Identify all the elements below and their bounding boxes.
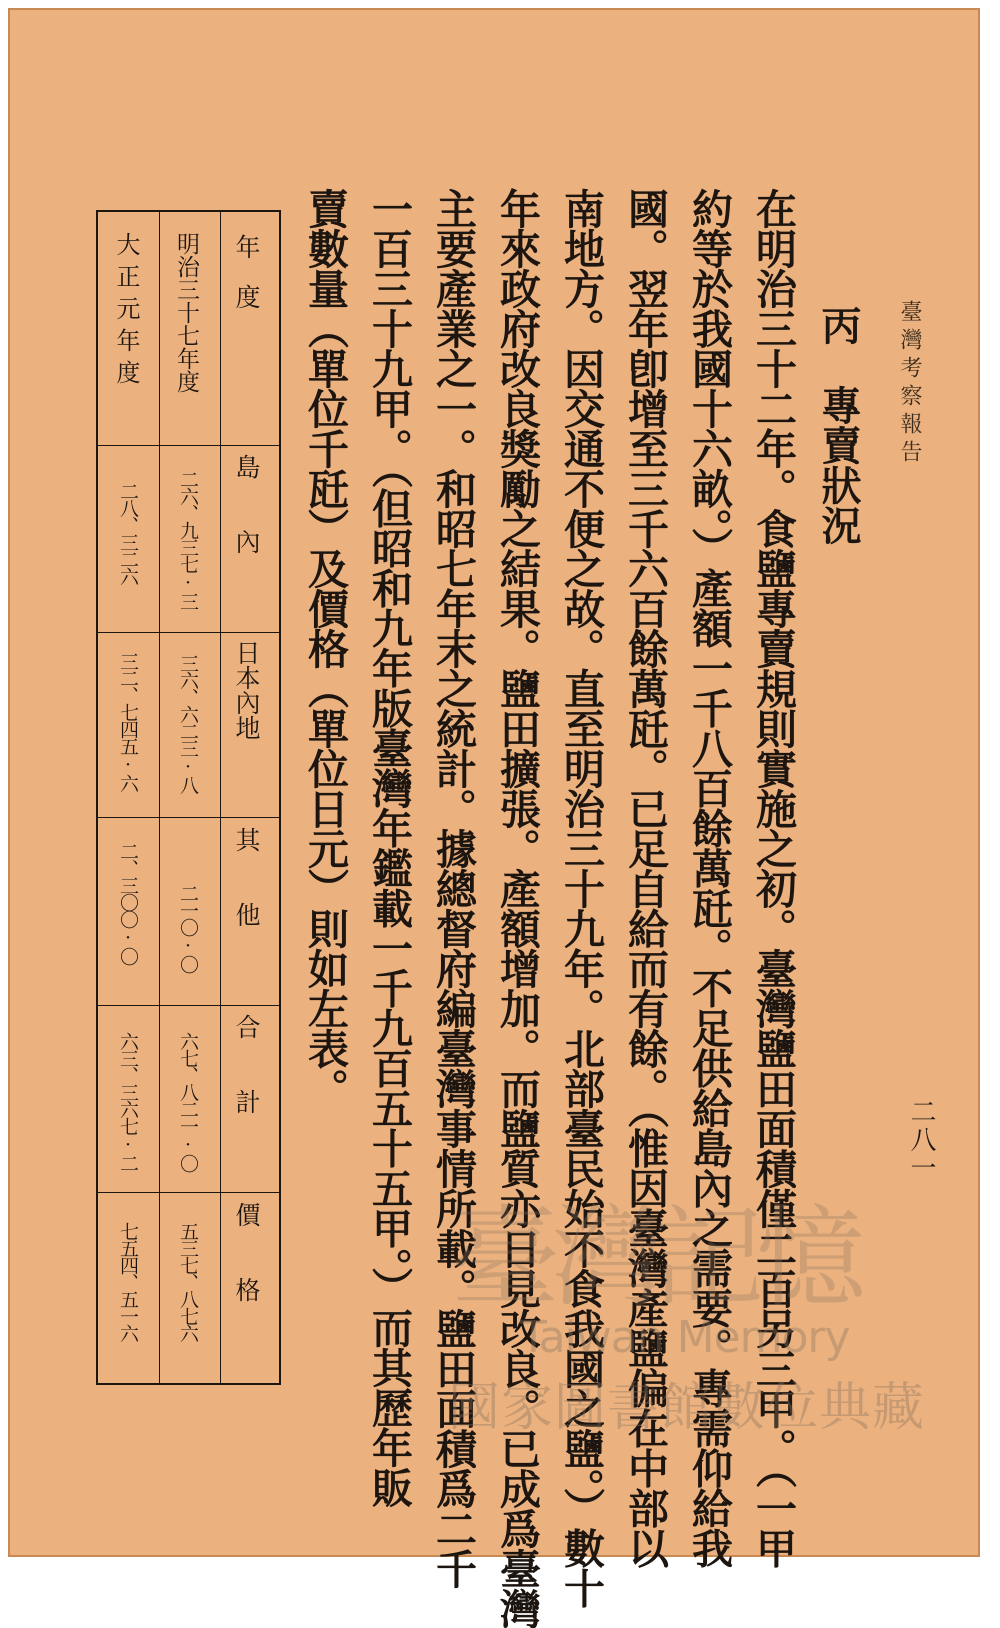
table-rule: [98, 632, 279, 633]
body-column-8: 賣數量（單位千瓩）及價格（單位日元）則如左表。: [301, 188, 349, 1108]
body-column-1: 在明治三十二年。食鹽專賣規則實施之初。臺灣鹽田面積僅二百另三甲。（一甲: [749, 188, 797, 1568]
header-other: 其 他: [232, 827, 261, 927]
salt-sales-table: [96, 210, 281, 1385]
row2-japan: 三二、七四五·六: [117, 652, 139, 791]
row2-price: 七五四、五一六: [117, 1222, 139, 1341]
watermark-library: 國家圖書館數位典藏: [448, 1378, 926, 1438]
table-rule: [98, 445, 279, 446]
table-rule: [98, 817, 279, 818]
header-japan: 日本內地: [232, 640, 261, 740]
header-island: 島 內: [232, 454, 261, 554]
row1-japan: 三六、六二三·八: [177, 654, 199, 793]
row2-total: 六三、三六七·二: [117, 1032, 139, 1171]
header-year: 年 度: [232, 234, 261, 309]
body-column-2: 約等於我國十六畝。）產額一千八百餘萬瓩。不足供給島內之需要。專需仰給我: [685, 188, 733, 1568]
row1-year: 明治三十七年度: [173, 232, 199, 393]
section-heading: 丙 專賣狀況: [815, 305, 862, 545]
row2-year: 大正元年度: [112, 232, 140, 392]
body-column-5: 年來政府改良獎勵之結果。鹽田擴張。產額增加。而鹽質亦日見改良。已成爲臺灣: [493, 188, 541, 1628]
row1-other: 二一〇·〇: [177, 884, 199, 972]
body-column-4: 南地方。因交通不便之故。直至明治三十九年。北部臺民始不食我國之鹽。）數十: [557, 188, 605, 1608]
row1-total: 六七、八二一·〇: [177, 1032, 199, 1171]
row1-price: 五三七、八七六: [177, 1222, 199, 1341]
body-column-3: 國。翌年卽增至三千六百餘萬瓩。已足自給而有餘。（惟因臺灣產鹽偏在中部以: [621, 188, 669, 1568]
table-divider: [220, 212, 221, 1383]
body-column-7: 一百三十九甲。（但昭和九年版臺灣年鑑載一千九百五十五甲。）而其歷年販: [365, 188, 413, 1507]
header-total: 合 計: [232, 1014, 261, 1114]
row2-island: 二八、三二六: [117, 482, 139, 584]
table-rule: [98, 1005, 279, 1006]
body-column-6: 主要產業之一。和昭七年末之統計。據總督府編臺灣事情所載。鹽田面積爲二千: [429, 188, 477, 1588]
watermark-english: Taiwan Memory: [520, 1312, 850, 1363]
running-header: 臺灣考察報告: [897, 300, 922, 468]
header-price: 價 格: [232, 1202, 261, 1302]
table-divider: [159, 212, 160, 1383]
table-rule: [98, 1192, 279, 1193]
row1-island: 二六、九三七·三: [177, 470, 199, 609]
page-number: 二八一: [906, 1098, 936, 1182]
row2-other: 二、三〇〇·〇: [117, 842, 139, 964]
watermark-logo: 臺灣記憶: [450, 1194, 858, 1322]
